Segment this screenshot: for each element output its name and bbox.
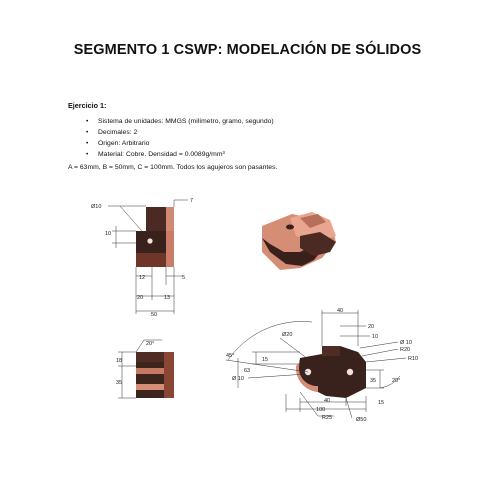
front-d5-label: 5 [182, 275, 186, 281]
main-r10-label: R10 [408, 356, 419, 362]
side-d35-label: 35 [116, 380, 123, 386]
main-hole-right [347, 369, 353, 375]
main-view [226, 308, 418, 423]
main-d35-label: 35 [370, 378, 377, 384]
front-view [91, 198, 193, 318]
main-d63-label: 63 [244, 368, 251, 374]
exercise-heading: Ejercicio 1: [68, 101, 107, 110]
main-r20-label: R20 [400, 347, 411, 353]
main-d40b-label: 40 [324, 398, 331, 404]
main-angle20-label: 20° [392, 378, 401, 384]
main-d10-label: 10 [372, 334, 379, 340]
front-hole-label: Ø10 [91, 204, 102, 210]
spec-material: • Material: Cobre. Densidad = 0.0089g/mm³ [86, 149, 274, 160]
side-angle-label: 20° [146, 341, 155, 347]
page-title: SEGMENTO 1 CSWP: MODELACIÓN DE SÓLIDOS [73, 42, 422, 58]
front-d20-label: 20 [137, 295, 144, 301]
front-top-label: 7 [190, 198, 194, 204]
main-hole10b-label: Ø 10 [232, 376, 244, 382]
front-d10-label: 10 [105, 231, 112, 237]
main-r25-label: R25 [322, 415, 333, 421]
dimensions-note: A = 63mm, B = 50mm, C = 100mm. Todos los agujeros son pasantes. [68, 164, 278, 171]
front-lower-face [166, 231, 174, 267]
main-d15-label: 15 [262, 357, 269, 363]
main-d40-label: 40 [337, 308, 344, 314]
main-d50-label: Ø50 [356, 417, 367, 423]
front-d50-label: 50 [151, 312, 158, 318]
iso-hole [286, 225, 294, 230]
spec-units: • Sistema de unidades: MMGS (milímetro, gramo, segundo) [86, 116, 274, 127]
main-angle45-label: 45° [226, 353, 235, 359]
front-upper-face [166, 207, 174, 231]
main-d15b-label: 15 [378, 400, 385, 406]
spec-decimals: • Decimales: 2 [86, 127, 274, 138]
main-top-step [322, 346, 340, 356]
main-d100-label: 100 [316, 407, 326, 413]
main-hole10-label: Ø 10 [400, 340, 412, 346]
side-right-face [164, 352, 174, 398]
main-hole20-label: Ø20 [282, 332, 293, 338]
front-d12-label: 12 [139, 275, 146, 281]
main-d20-label: 20 [368, 324, 375, 330]
isometric-view [262, 212, 336, 270]
side-view [116, 340, 174, 398]
spec-origin: • Origen: Arbitrario [86, 138, 274, 149]
side-d18-label: 18 [116, 358, 123, 364]
front-hole [147, 238, 152, 243]
front-d13-label: 13 [164, 295, 171, 301]
